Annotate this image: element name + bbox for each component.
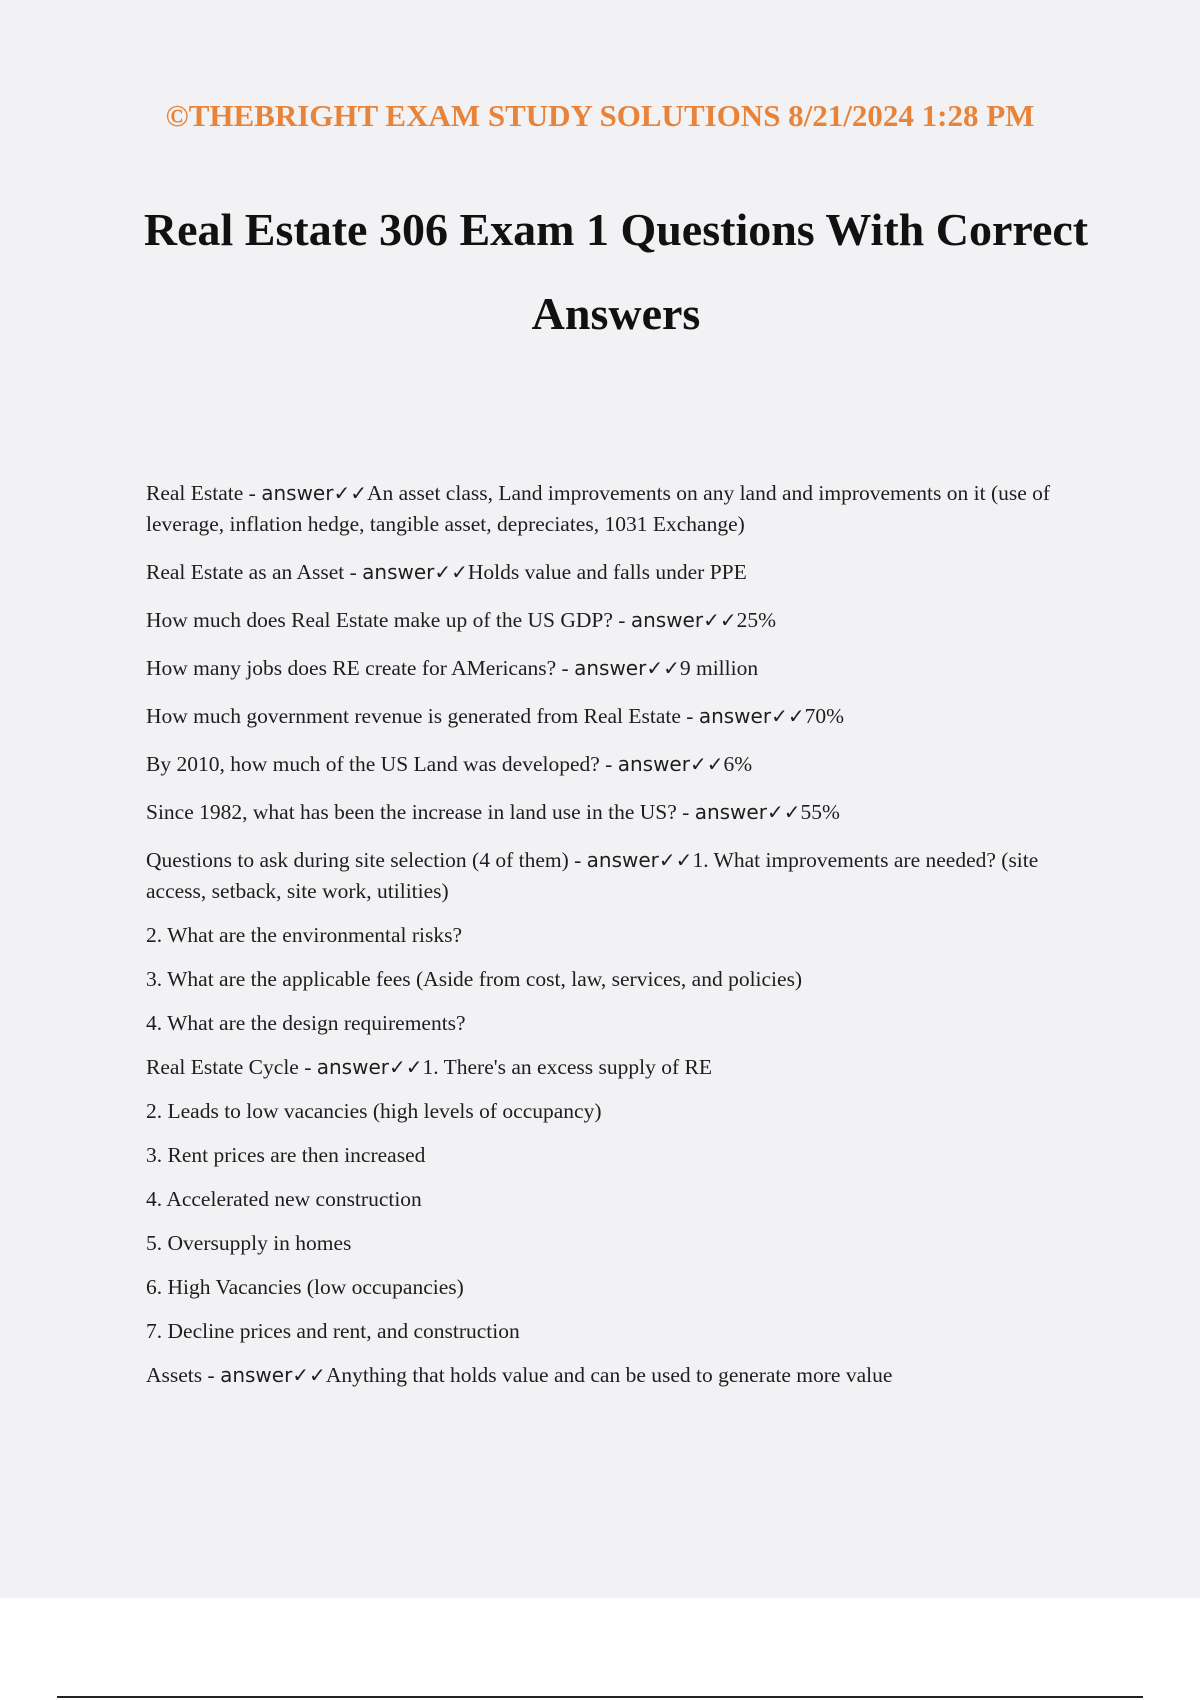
list-item: 2. What are the environmental risks? [146, 923, 463, 947]
qa-item [146, 557, 1086, 588]
question-text: Real Estate as an Asset - [146, 560, 363, 584]
question-text: How many jobs does RE create for AMericans? - [146, 656, 575, 680]
qa-item [146, 1052, 1086, 1083]
answer-marker: answer✓✓ [586, 848, 693, 872]
qa-item [146, 653, 1086, 684]
answer-marker: answer✓✓ [617, 752, 724, 776]
answer-text: Holds value and falls under PPE [467, 560, 747, 584]
qa-item [146, 478, 1086, 540]
answer-text: 1. What improvements are needed? (site access, setback, site work, utilities) [146, 848, 1039, 903]
answer-text: 70% [804, 704, 845, 728]
qa-item [146, 845, 1086, 907]
question-text: How much government revenue is generated from Real Estate - [146, 704, 699, 728]
answer-text: An asset class, Land improvements on any land and improvements on it (use of leverage, inflation hedge, tangible asset, depreciates, 1031 Exchange) [146, 481, 1051, 536]
list-item: 4. What are the design requirements? [146, 1011, 466, 1035]
list-item: 7. Decline prices and rent, and construction [146, 1319, 520, 1343]
question-text: Questions to ask during site selection (4 of them) - [146, 848, 587, 872]
qa-item [146, 701, 1086, 732]
question-text: Real Estate Cycle - [146, 1055, 317, 1079]
answer-marker: answer✓✓ [694, 800, 801, 824]
question-text: Assets - [146, 1363, 221, 1387]
answer-marker: answer✓✓ [316, 1055, 423, 1079]
qa-item [146, 797, 1086, 828]
watermark-header: ©THEBRIGHT EXAM STUDY SOLUTIONS 8/21/2024 1:28 PM [165, 98, 1035, 133]
answer-marker: answer✓✓ [362, 560, 468, 584]
list-item: 2. Leads to low vacancies (high levels of occupancy) [146, 1099, 602, 1123]
answer-text: 55% [800, 800, 840, 824]
page-divider [57, 1696, 1143, 1698]
qa-item [146, 605, 1086, 636]
document-title: Real Estate 306 Exam 1 Questions With Correct Answers [143, 204, 1089, 339]
question-text: Real Estate - [146, 481, 262, 505]
qa-item [146, 1360, 1086, 1391]
answer-text: 6% [723, 752, 753, 776]
question-text: By 2010, how much of the US Land was developed? - [146, 752, 618, 776]
list-item: 3. What are the applicable fees (Aside from cost, law, services, and policies) [146, 967, 803, 991]
answer-text: 9 million [679, 656, 759, 680]
answer-marker: answer✓✓ [220, 1363, 326, 1387]
list-item: 5. Oversupply in homes [146, 1231, 352, 1255]
list-item: 4. Accelerated new construction [146, 1187, 422, 1211]
answer-marker: answer✓✓ [630, 608, 737, 632]
question-text: How much does Real Estate make up of the US GDP? - [146, 608, 631, 632]
question-text: Since 1982, what has been the increase in land use in the US? - [146, 800, 695, 824]
qa-content [146, 478, 1086, 1408]
answer-text: 25% [736, 608, 777, 632]
list-item: 3. Rent prices are then increased [146, 1143, 426, 1167]
answer-text: 1. There's an excess supply of RE [422, 1055, 712, 1079]
qa-item [146, 749, 1086, 780]
answer-marker: answer✓✓ [574, 656, 680, 680]
list-item: 6. High Vacancies (low occupancies) [146, 1275, 464, 1299]
answer-text: Anything that holds value and can be used to generate more value [325, 1363, 893, 1387]
answer-marker: answer✓✓ [261, 481, 367, 505]
answer-marker: answer✓✓ [698, 704, 805, 728]
